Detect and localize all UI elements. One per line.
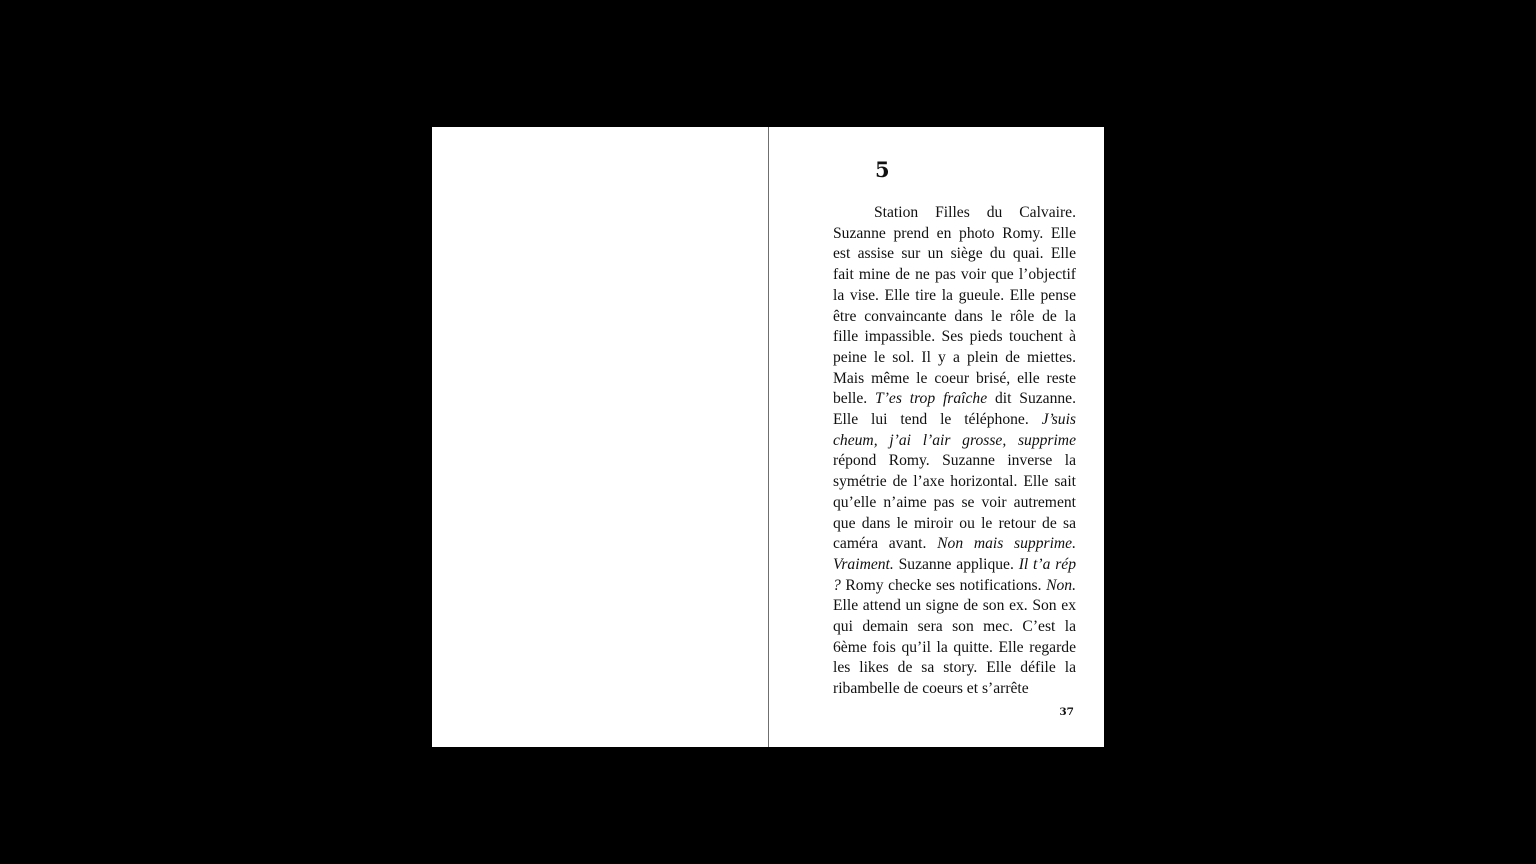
text-run: Suzanne applique. — [893, 555, 1019, 573]
text-run: Elle attend un signe de son ex. Son ex qui demain sera son mec. C’est la 6ème fois qu’il la quitte. Elle regarde les likes de sa story. Elle défile la ribambelle de coeurs et s’arrête — [833, 597, 1076, 698]
text-run: répond Romy. Suzanne inverse la symétrie de l’axe horizontal. Elle sait qu’elle n’aime pas se voir autrement que dans le miroir ou le retour de sa caméra avant. — [833, 452, 1076, 553]
chapter-body — [833, 203, 1076, 700]
dialogue-run: J’suis cheum, j’ai l’air grosse, supprime — [833, 411, 1076, 449]
text-run: dit Suzanne. Elle lui tend le téléphone. — [833, 390, 1077, 429]
dialogue-run: T’es trop fraîche — [875, 390, 988, 408]
left-page-blank — [432, 127, 768, 747]
book-spread — [432, 127, 1104, 747]
dialogue-run: Non mais supprime. Vraiment. — [833, 535, 1076, 573]
dialogue-run: Non. — [1046, 576, 1076, 594]
page-number: 37 — [1059, 706, 1074, 718]
text-run: Station Filles du Calvaire. Suzanne prend en photo Romy. Elle est assise sur un siège du quai. Elle fait mine de ne pas voir que l’objectif la vise. Elle tire la gueule. Elle pense être convaincante dans le rôle de la fille impassible. Ses pieds touchent à peine le sol. Il y a plein de miettes. Mais même le coeur brisé, elle reste belle. — [833, 204, 1076, 408]
text-run: Romy checke ses notifications. — [840, 576, 1047, 594]
chapter-number: 5 — [875, 157, 890, 182]
dialogue-run: Il t’a rép ? — [833, 555, 1076, 594]
body-paragraph — [833, 203, 1076, 700]
right-page — [769, 127, 1104, 747]
